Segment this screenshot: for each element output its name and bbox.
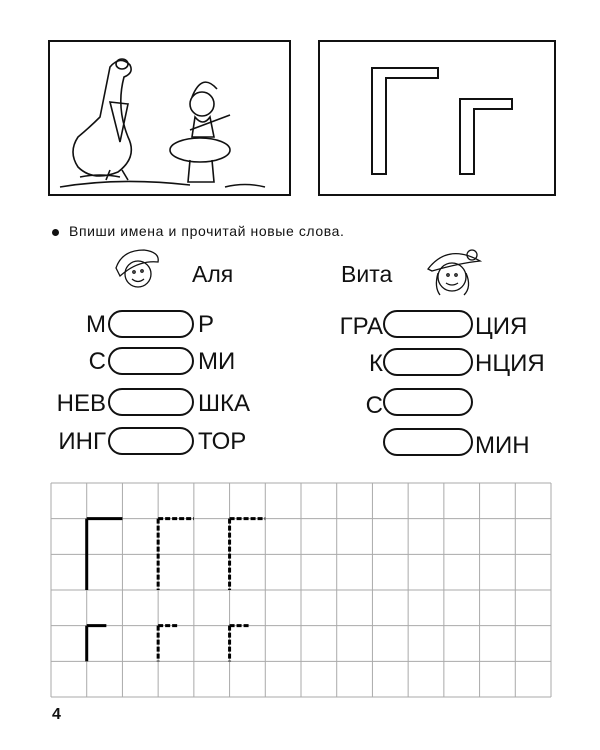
illustration-goose-gnome <box>48 40 291 196</box>
letter-g-outline <box>320 42 554 194</box>
name-blank-8[interactable] <box>383 428 473 456</box>
name-blank-2[interactable] <box>108 347 194 375</box>
name-blank-3[interactable] <box>108 388 194 416</box>
word-suffix: ТОР <box>198 428 247 455</box>
word-suffix: ШКА <box>198 390 250 417</box>
name-blank-7[interactable] <box>383 388 473 416</box>
word-prefix: ИНГ <box>58 428 106 455</box>
name-blank-4[interactable] <box>108 427 194 455</box>
bullet-icon <box>52 229 59 236</box>
writing-grid[interactable] <box>50 482 552 698</box>
name-blank-6[interactable] <box>383 348 473 376</box>
word-prefix: С <box>88 348 106 375</box>
word-prefix: К <box>369 350 383 377</box>
word-suffix: МИН <box>475 432 530 459</box>
girl-beret-icon <box>112 246 162 294</box>
word-prefix: ГРА <box>339 313 383 340</box>
word-prefix: НЕВ <box>56 390 106 417</box>
name-blank-1[interactable] <box>108 310 194 338</box>
name-blank-5[interactable] <box>383 310 473 338</box>
word-suffix: МИ <box>198 348 236 375</box>
instruction: Впиши имена и прочитай новые слова. <box>52 223 345 239</box>
word-prefix: С <box>365 392 383 419</box>
name-vita: Вита <box>341 261 393 287</box>
page-number: 4 <box>52 706 61 723</box>
word-suffix: Р <box>198 311 215 338</box>
girl-hat-icon <box>424 243 484 299</box>
word-prefix: М <box>86 311 106 338</box>
word-suffix: ЦИЯ <box>475 313 528 340</box>
letter-card <box>318 40 556 196</box>
name-alya: Аля <box>192 261 234 287</box>
word-suffix: НЦИЯ <box>475 350 545 377</box>
